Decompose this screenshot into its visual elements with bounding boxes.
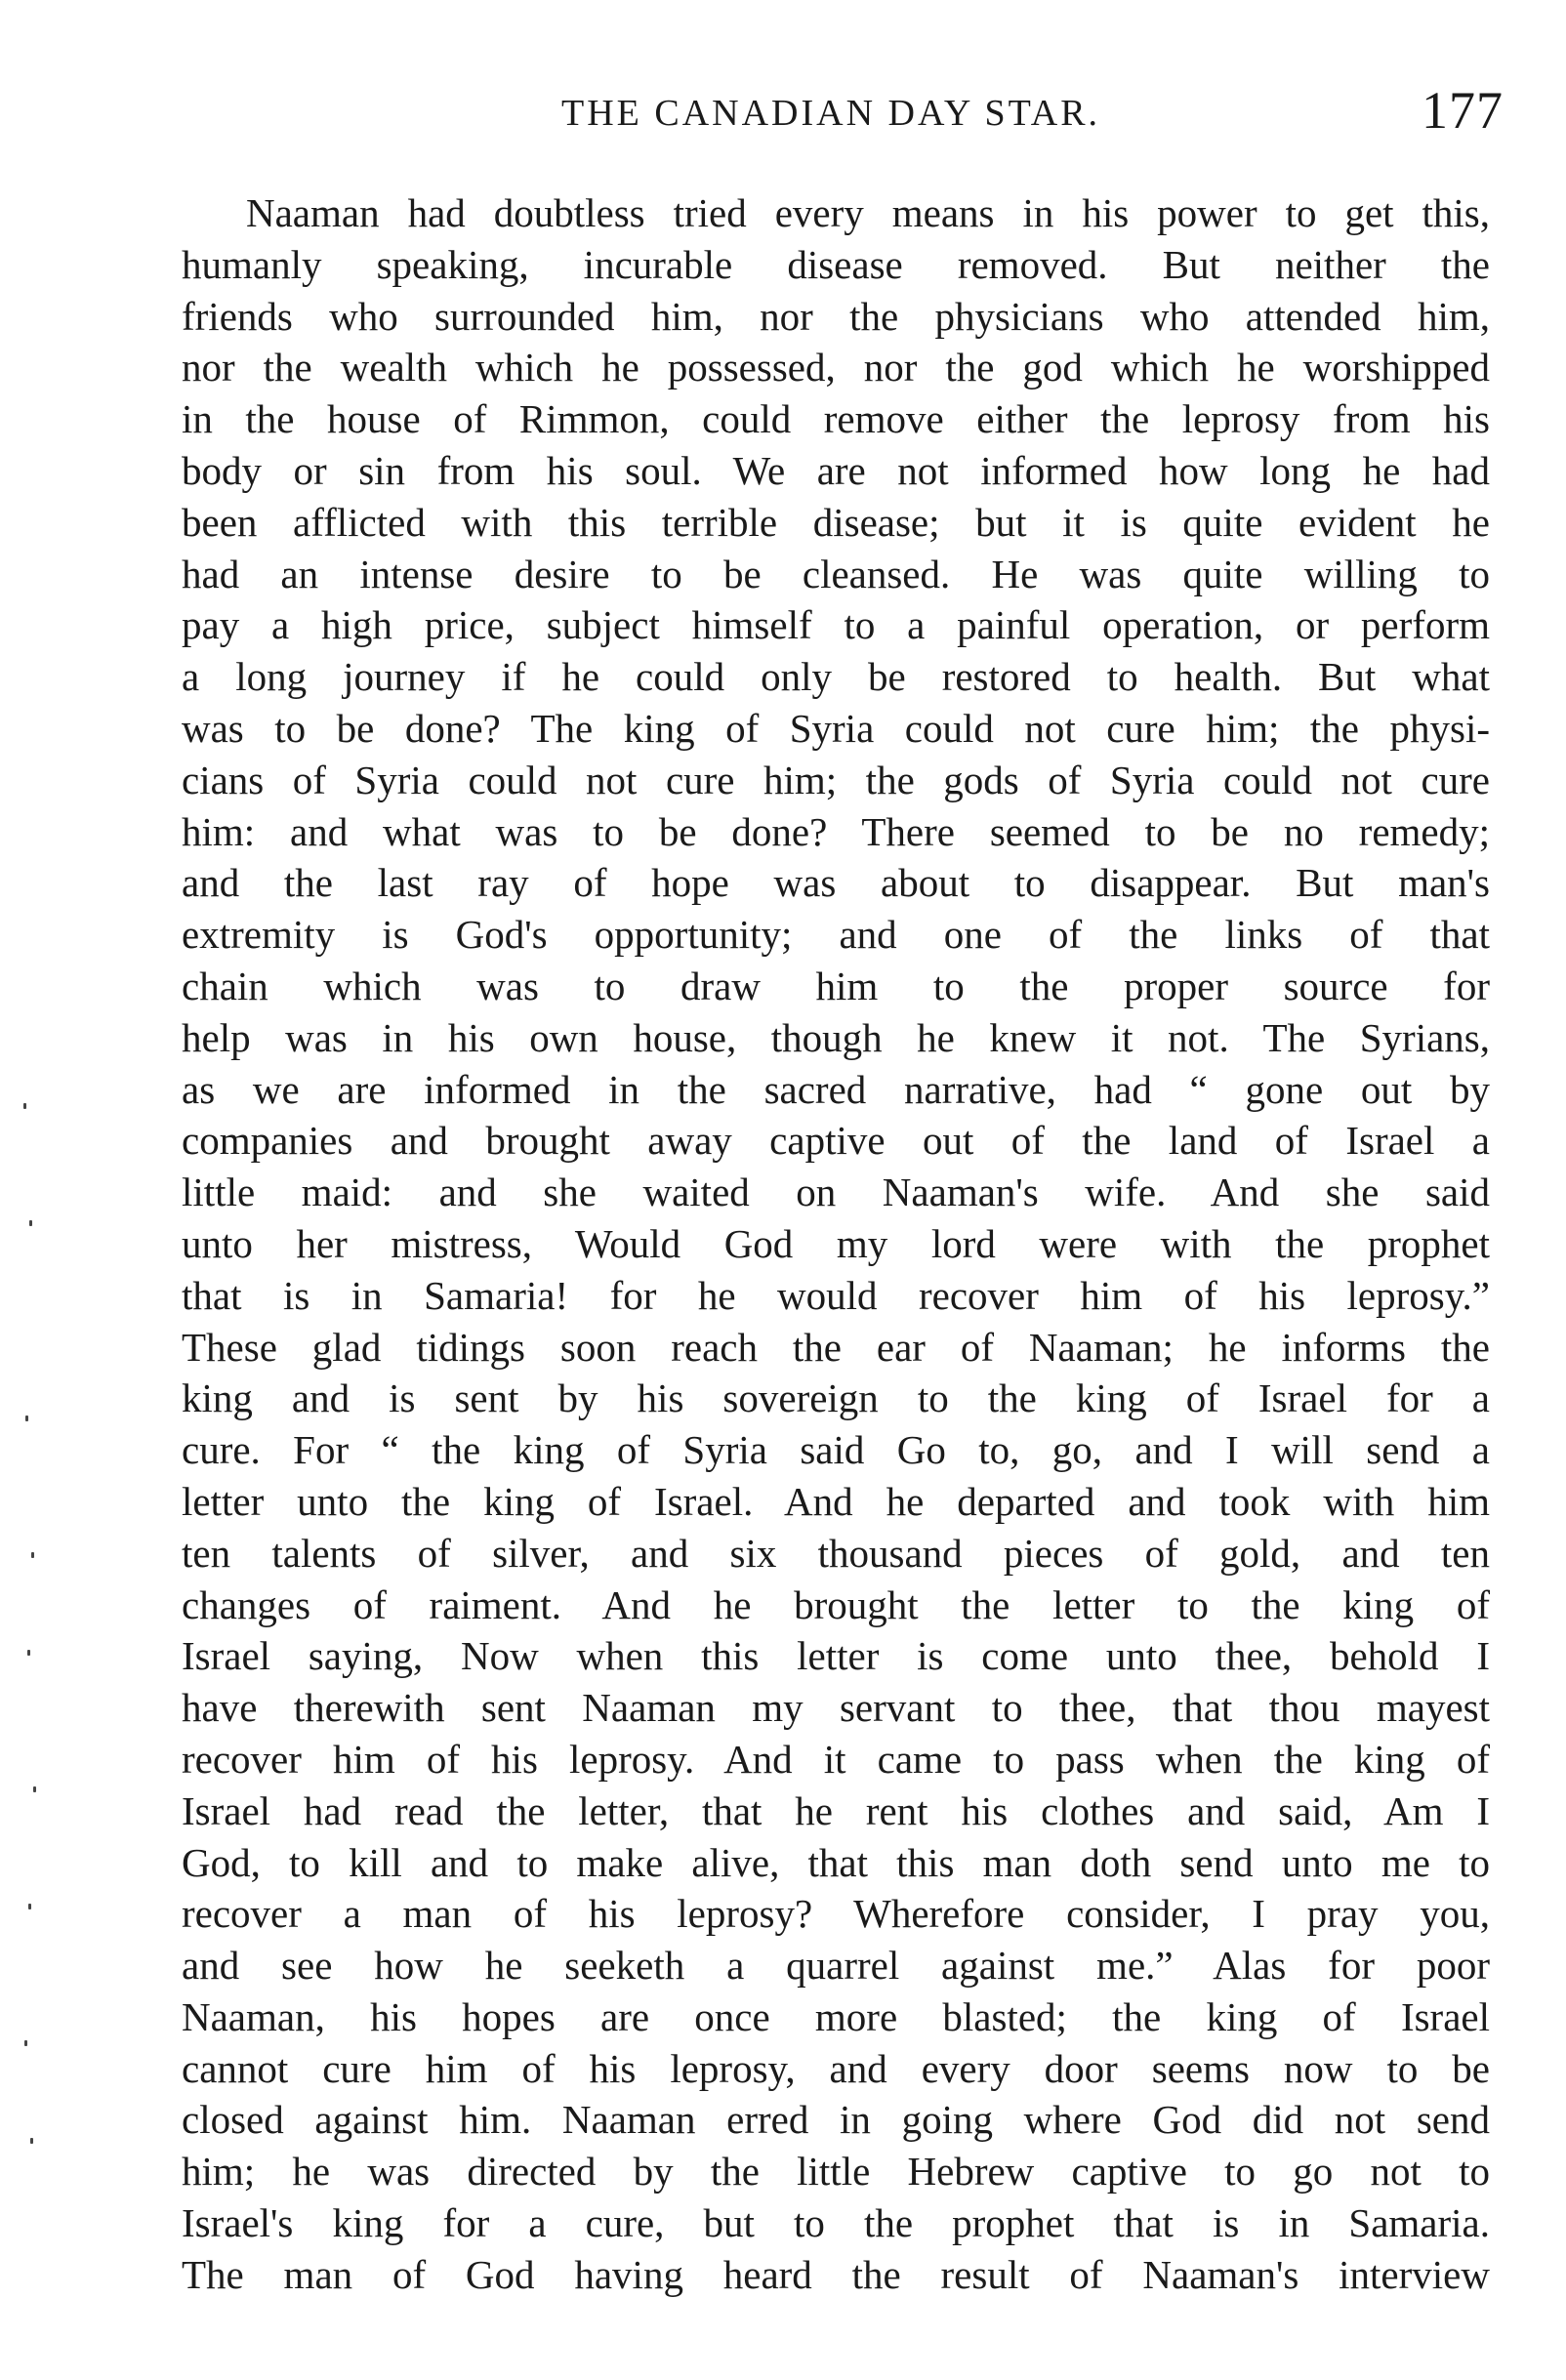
scan-speck <box>33 1786 36 1792</box>
running-title: THE CANADIAN DAY STAR. <box>561 93 1101 134</box>
text-line: have therewith sent Naaman my servant to thee, that thou mayest <box>182 1685 1490 1731</box>
text-line: Israel saying, Now when this letter is come unto thee, behold I <box>182 1633 1490 1679</box>
text-line: Naaman, his hopes are once more blasted; the king of Israel <box>182 1993 1490 2039</box>
text-line: friends who surrounded him, nor the physicians who attended him, <box>182 293 1490 339</box>
scan-speck <box>30 2138 33 2144</box>
text-line: little maid: and she waited on Naaman's wife. And she said <box>182 1169 1490 1215</box>
text-line: chain which was to draw him to the proper source for <box>182 963 1490 1008</box>
text-line: him; he was directed by the little Hebrew captive to go not to <box>182 2149 1490 2195</box>
text-line: unto her mistress, Would God my lord were with the prophet <box>182 1220 1490 1266</box>
text-line: ten talents of silver, and six thousand pieces of gold, and ten <box>182 1530 1490 1576</box>
text-line: Israel's king for a cure, but to the prophet that is in Samaria. <box>182 2200 1490 2246</box>
text-line: cians of Syria could not cure him; the gods of Syria could not cure <box>182 757 1490 802</box>
text-line: The man of God having heard the result of Naaman's interview <box>182 2251 1490 2297</box>
text-line: Naaman had doubtless tried every means in his power to get this, <box>246 190 1490 235</box>
text-line: that is in Samaria! for he would recover him of his leprosy.” <box>182 1272 1490 1318</box>
text-line: humanly speaking, incurable disease removed. But neither the <box>182 241 1490 287</box>
text-line: and the last ray of hope was about to disappear. But man's <box>182 860 1490 906</box>
text-line: body or sin from his soul. We are not informed how long he had <box>182 447 1490 493</box>
scan-speck <box>31 1552 34 1558</box>
page-number: 177 <box>1422 81 1504 140</box>
text-line: closed against him. Naaman erred in going where God did not send <box>182 2097 1490 2143</box>
text-line: been afflicted with this terrible disease; but it is quite evident he <box>182 499 1490 545</box>
text-line: cure. For “ the king of Syria said Go to, go, and I will send a <box>182 1427 1490 1473</box>
text-line: Israel had read the letter, that he rent his clothes and said, Am I <box>182 1787 1490 1833</box>
scan-speck <box>23 1103 26 1109</box>
scan-speck <box>28 1904 31 1909</box>
scan-margin-specks <box>20 1103 43 2177</box>
text-line: cannot cure him of his leprosy, and every door seems now to be <box>182 2045 1490 2091</box>
text-line: him: and what was to be done? There seemed to be no remedy; <box>182 808 1490 854</box>
body-text <box>182 187 1490 2301</box>
scan-speck <box>24 2040 27 2046</box>
text-line: recover a man of his leprosy? Wherefore consider, I pray you, <box>182 1891 1490 1937</box>
text-line: as we are informed in the sacred narrative, had “ gone out by <box>182 1066 1490 1112</box>
text-line: was to be done? The king of Syria could not cure him; the physi- <box>182 705 1490 751</box>
text-line: companies and brought away captive out of the land of Israel a <box>182 1118 1490 1164</box>
text-line: had an intense desire to be cleansed. He was quite willing to <box>182 551 1490 596</box>
text-line: help was in his own house, though he knew it not. The Syrians, <box>182 1014 1490 1060</box>
text-line: letter unto the king of Israel. And he departed and took with him <box>182 1478 1490 1524</box>
text-line: in the house of Rimmon, could remove either the leprosy from his <box>182 396 1490 442</box>
text-line: nor the wealth which he possessed, nor the god which he worshipped <box>182 345 1490 390</box>
text-line: These glad tidings soon reach the ear of Naaman; he informs the <box>182 1324 1490 1370</box>
text-line: God, to kill and to make alive, that this man doth send unto me to <box>182 1839 1490 1885</box>
scan-speck <box>27 1650 30 1656</box>
text-line: recover him of his leprosy. And it came to pass when the king of <box>182 1736 1490 1782</box>
running-head <box>176 80 1504 148</box>
text-line: pay a high price, subject himself to a painful operation, or perform <box>182 602 1490 648</box>
scan-speck <box>25 1416 28 1421</box>
text-line: changes of raiment. And he brought the letter to the king of <box>182 1581 1490 1627</box>
scan-speck <box>29 1220 32 1226</box>
text-line: king and is sent by his sovereign to the king of Israel for a <box>182 1375 1490 1421</box>
text-line: and see how he seeketh a quarrel against me.” Alas for poor <box>182 1943 1490 1989</box>
text-line: a long journey if he could only be restored to health. But what <box>182 654 1490 700</box>
text-line: extremity is God's opportunity; and one of the links of that <box>182 912 1490 958</box>
